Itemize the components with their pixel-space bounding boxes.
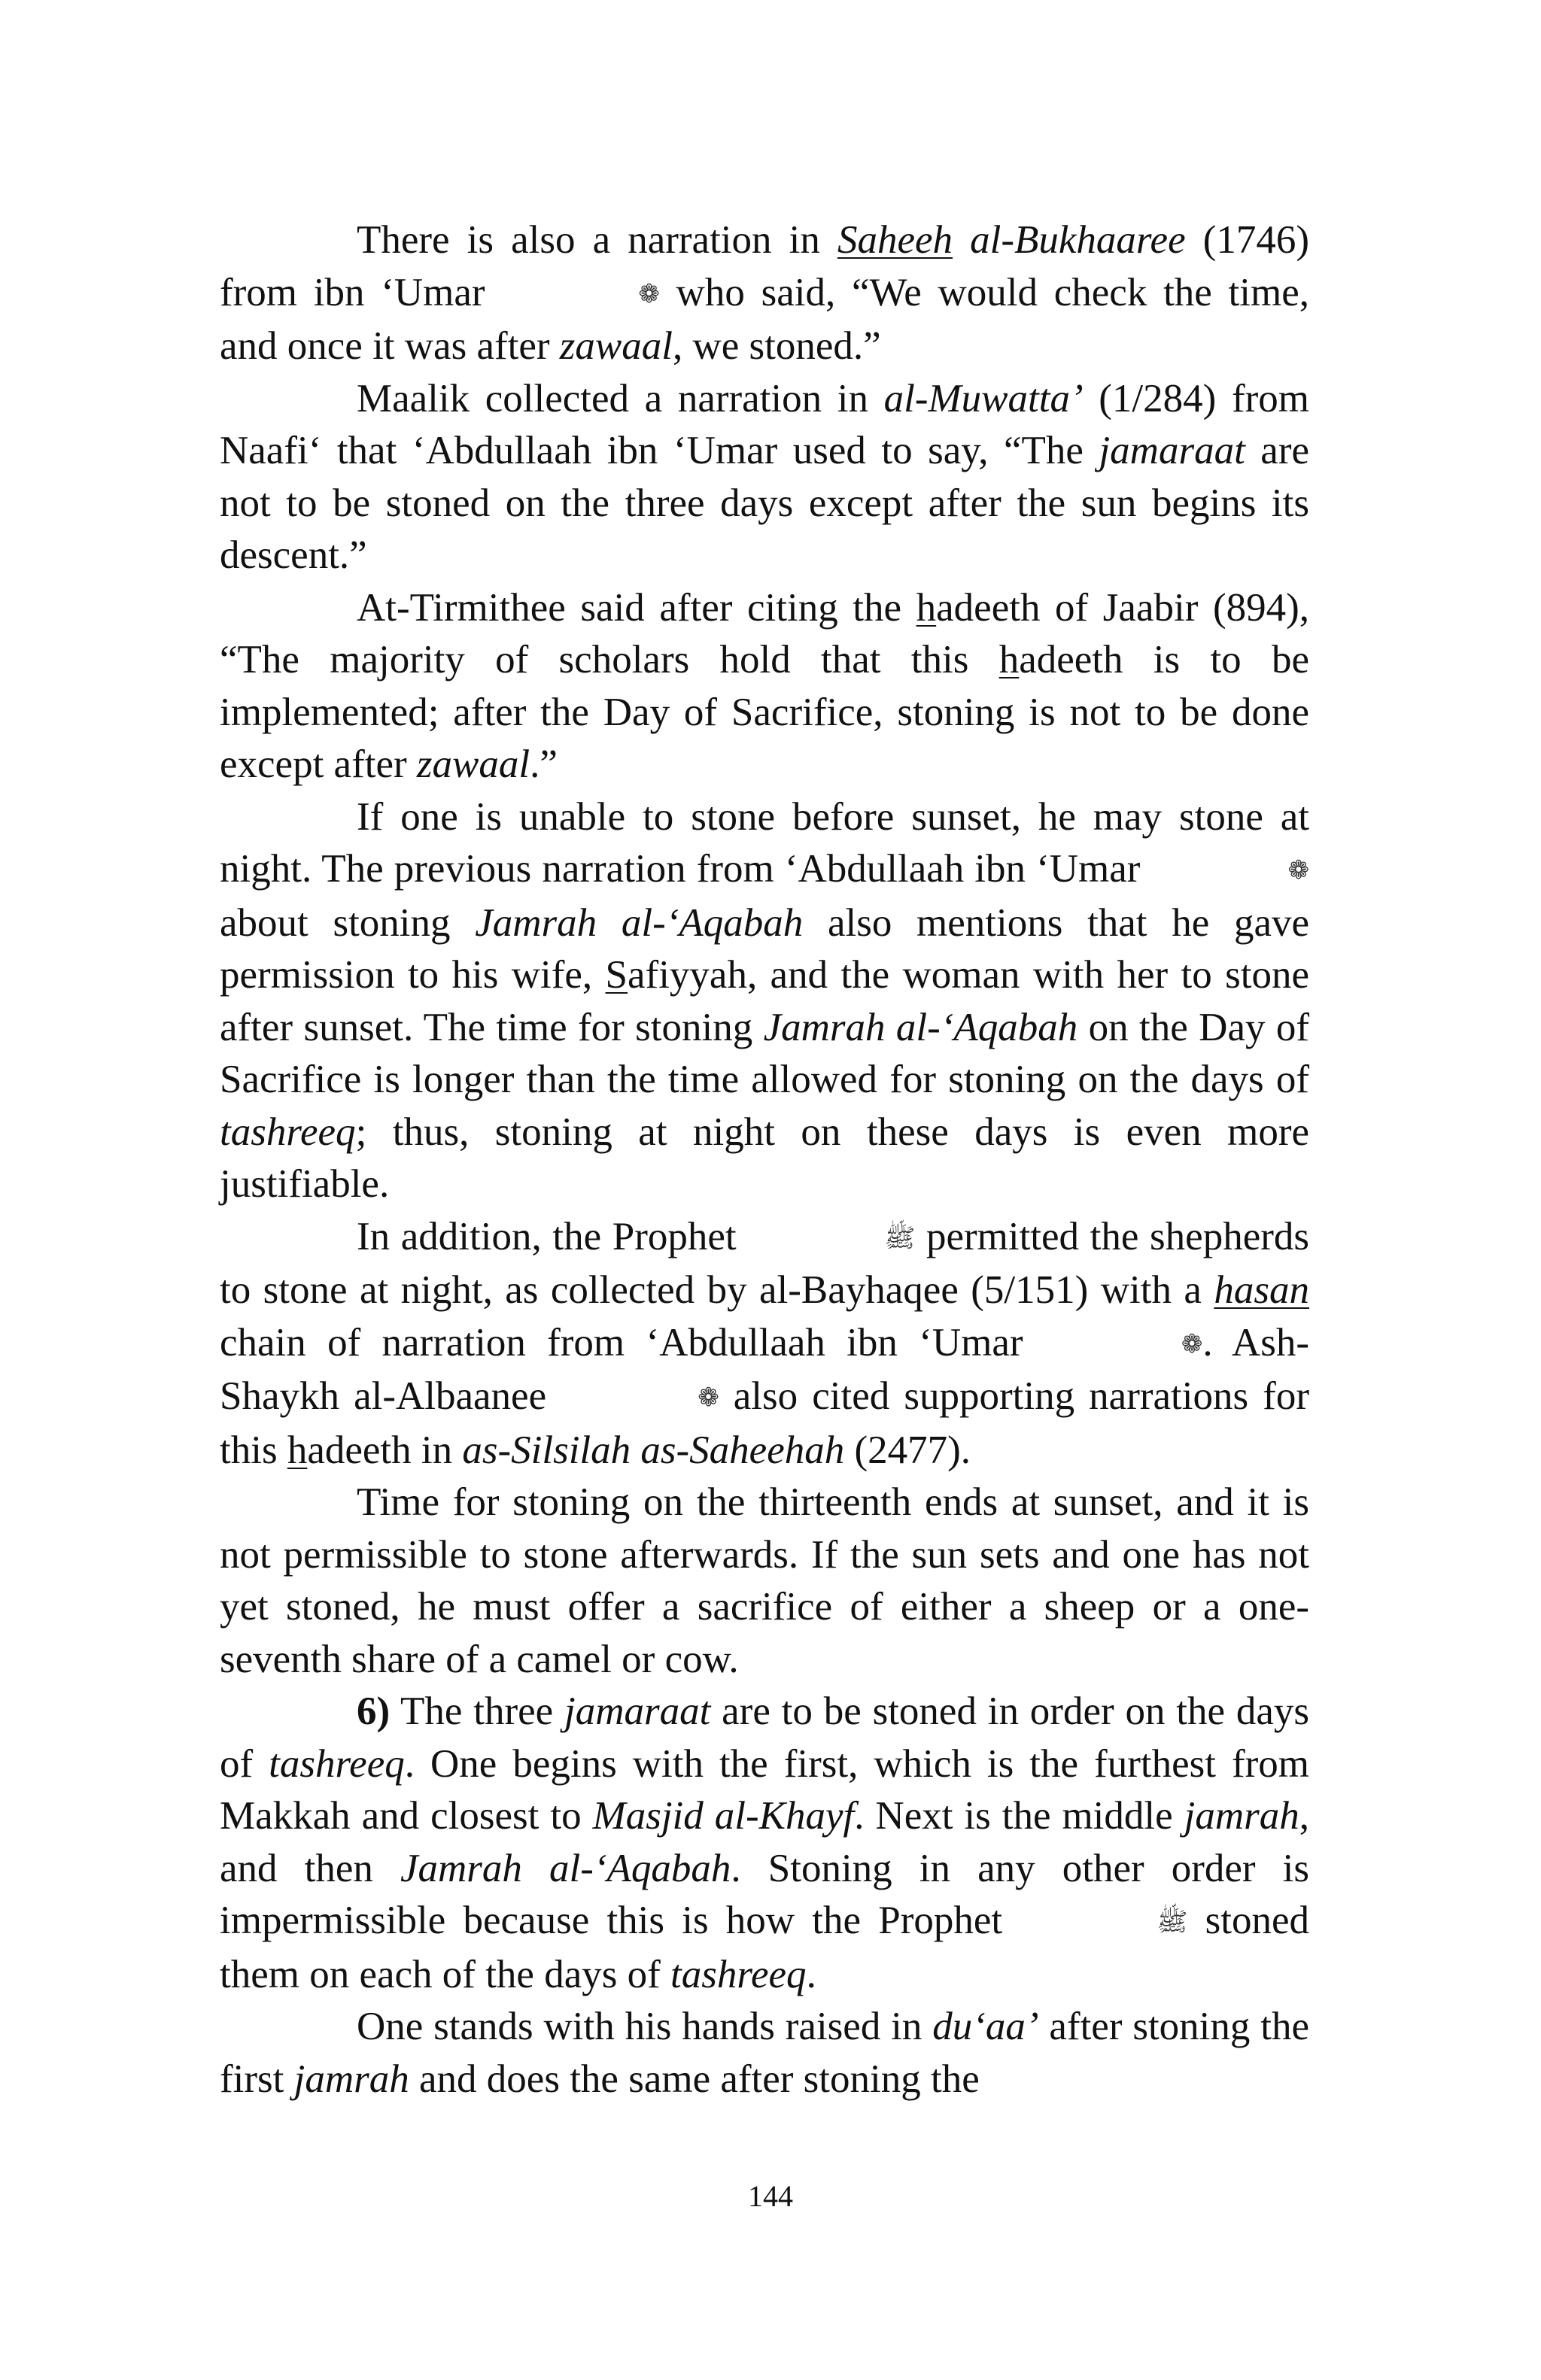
- paragraph-bukhaaree: [220, 214, 1309, 373]
- text: One stands with his hands raised in: [357, 2005, 933, 2048]
- paragraph-stoning-at-night: [220, 791, 1309, 1211]
- text: Maalik collected a narration in: [357, 376, 884, 420]
- text: (1746) from ibn ‘Umar: [220, 218, 1310, 314]
- paragraph-shepherds: [220, 1211, 1309, 1477]
- text: also mentions that he gave permission to his wife,: [220, 900, 1310, 997]
- text: adeeth is to be implemented; after the Day of Sacrifice, stoning is not to be done except after: [220, 638, 1309, 786]
- salawat-icon: ﷺ: [884, 1222, 916, 1253]
- text: . One begins with the first, which is the furthest from Makkah and closest to: [220, 1741, 1309, 1838]
- rahimahullah-icon: ❁: [698, 1383, 719, 1413]
- text: ; thus, stoning at night on these days is even more justifiable.: [220, 1110, 1309, 1206]
- text: , and then: [220, 1794, 1310, 1890]
- text: , we stoned.”: [672, 324, 881, 368]
- text: adeeth in: [307, 1428, 463, 1472]
- text: also cited supporting narrations for this: [220, 1374, 1309, 1472]
- underlined-letter: h: [916, 585, 937, 630]
- text: about stoning: [220, 900, 476, 945]
- term-italic: jamaraat: [564, 1689, 711, 1733]
- text: adeeth of Jaabir (894), “The majority of scholars hold that this: [220, 585, 1309, 682]
- paragraph-duaa: [220, 2001, 1309, 2105]
- source-title: as-Silsilah as-Saheehah: [462, 1428, 845, 1472]
- text: permitted the shepherds to stone at night, as collected by al-Bayhaqee (5/151) with a: [220, 1214, 1309, 1312]
- text: At-Tirmithee said after citing the: [357, 585, 916, 630]
- term-italic: tashreeq: [220, 1110, 356, 1154]
- term-italic: Masjid al-Khayf: [592, 1794, 855, 1838]
- item-number: 6): [357, 1689, 391, 1733]
- text: (2477).: [844, 1428, 971, 1472]
- text: are not to be stoned on the three days except after the sun begins its descent.”: [220, 429, 1309, 577]
- underlined-letter: S: [605, 953, 628, 997]
- text: . Next is the middle: [854, 1794, 1184, 1838]
- text: who said, “We would check the time, and once it was after: [220, 270, 1310, 368]
- page-body: [220, 214, 1309, 2105]
- term-italic: zawaal: [559, 324, 673, 368]
- paragraph-maalik: [220, 373, 1309, 582]
- source-title-underlined: Saheeh: [837, 218, 953, 262]
- underlined-letter: h: [998, 638, 1020, 682]
- text: and does the same after stoning the: [409, 2057, 980, 2101]
- text: There is also a narration in: [357, 218, 837, 262]
- term-italic: jamrah: [293, 2057, 409, 2101]
- source-title: al-Muwatta’: [883, 376, 1084, 420]
- term-italic: tashreeq: [670, 1952, 807, 1996]
- term-italic: zawaal: [416, 742, 530, 786]
- source-title-rest: al-Bukhaaree: [953, 218, 1186, 262]
- underlined-letter: h: [287, 1428, 308, 1472]
- term-italic: Jamrah al-‘Aqabah: [763, 1005, 1078, 1049]
- text: (1/284) from Naafi‘ that ‘Abdullaah ibn ‘Umar used to say, “The: [220, 376, 1309, 472]
- text: on the Day of Sacrifice is longer than the time allowed for stoning on the days of: [220, 1005, 1309, 1101]
- text: are to be stoned in order on the days of: [220, 1689, 1309, 1786]
- term-italic: [1214, 1268, 1309, 1312]
- text: stoned them on each of the days of: [220, 1899, 1309, 1996]
- text: chain of narration from ‘Abdullaah ibn ‘Umar: [220, 1320, 1044, 1365]
- term-italic: jamaraat: [1099, 429, 1245, 472]
- radiallahu-anhu-icon: ❁: [1181, 1328, 1203, 1359]
- paragraph-tirmithee: [220, 582, 1309, 791]
- paragraph-thirteenth: [220, 1477, 1309, 1686]
- term-italic: du‘aa’: [932, 2005, 1039, 2048]
- page-number: 144: [748, 2179, 793, 2213]
- radiallahu-anhu-icon: ❁: [638, 278, 660, 309]
- term-italic: Jamrah al-‘Aqabah: [475, 900, 804, 945]
- text: . Stoning in any other order is impermissible because this is how the Prophet: [220, 1846, 1309, 1942]
- term-italic: Jamrah al-‘Aqabah: [400, 1846, 731, 1890]
- text: .”: [530, 742, 558, 786]
- term-italic: tashreeq: [269, 1741, 405, 1786]
- paragraph-order-of-jamaraat: [220, 1686, 1309, 2001]
- text: .: [806, 1952, 816, 1996]
- text: The three: [390, 1689, 564, 1733]
- term-italic: jamrah: [1184, 1794, 1299, 1838]
- underlined-term: hasan: [1214, 1268, 1309, 1312]
- radiallahu-anhu-icon: ❁: [1287, 855, 1309, 885]
- text: Time for stoning on the thirteenth ends at sunset, and it is not permissible to stone afterwards. If the sun sets and one has not yet stoned, he must offer a sacrifice of either a sheep or a one-seventh share of a camel or cow.: [220, 1480, 1309, 1681]
- text: . Ash-Shaykh al-Albaanee: [220, 1320, 1309, 1418]
- text: after stoning the first: [220, 2005, 1310, 2101]
- salawat-icon: ﷺ: [1157, 1907, 1188, 1937]
- text: In addition, the Prophet: [357, 1214, 748, 1258]
- text: afiyyah, and the woman with her to stone after sunset. The time for stoning: [220, 953, 1309, 1049]
- text: If one is unable to stone before sunset, he may stone at night. The previous narration from ‘Abdullaah ibn ‘Umar: [220, 794, 1309, 891]
- source-title: [837, 218, 1186, 262]
